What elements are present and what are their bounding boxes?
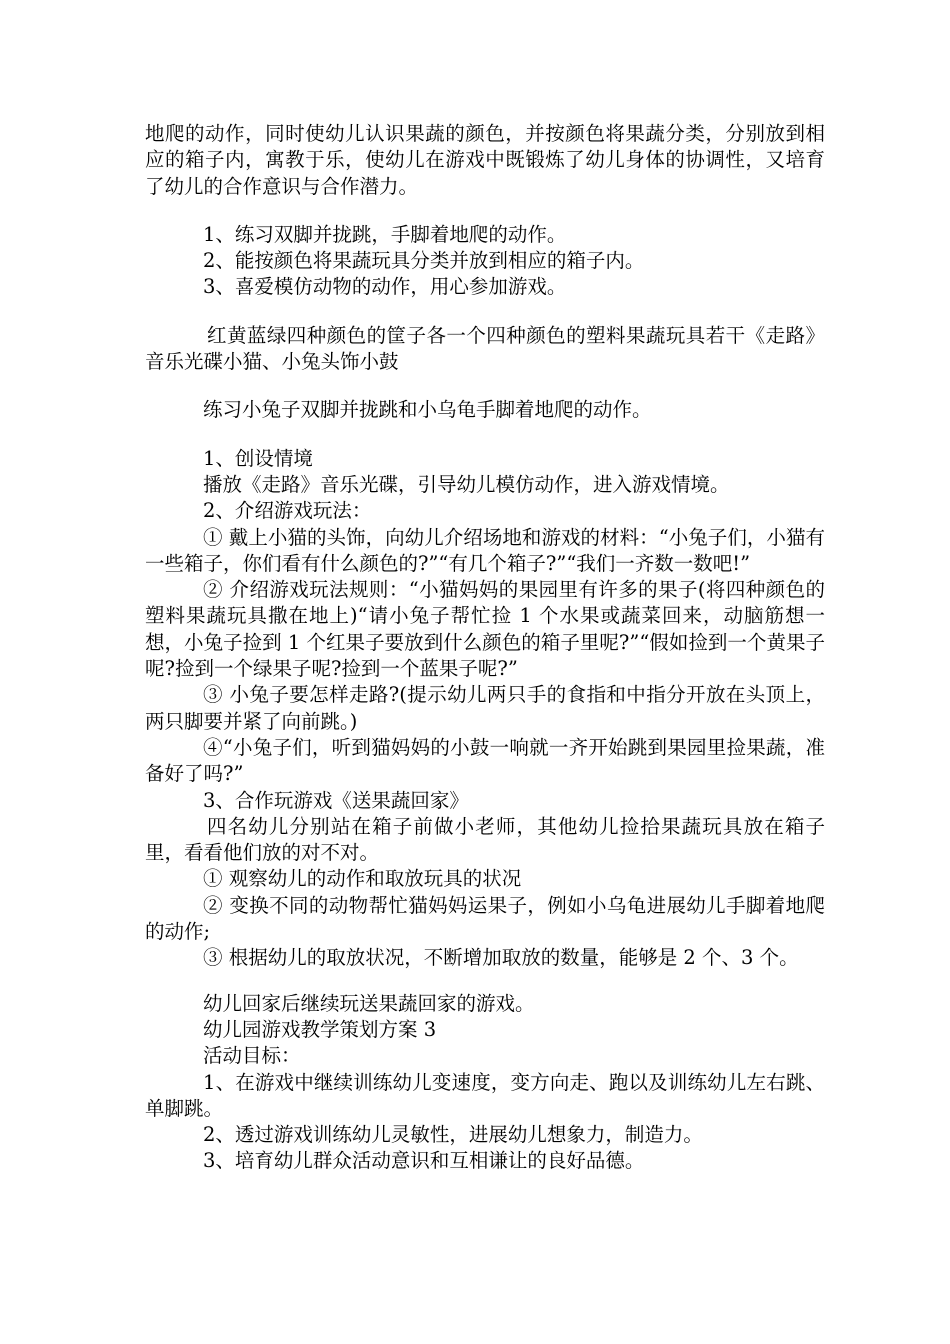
step-3-item-3: ③ 根据幼儿的取放状况，不断增加取放的数量，能够是 2 个、3 个。 (203, 946, 799, 970)
step-3-text: 四名幼儿分别站在箱子前做小老师，其他幼儿捡拾果蔬玩具放在箱子里，看看他们放的对不对。 (145, 814, 825, 865)
extension-paragraph: 幼儿回家后继续玩送果蔬回家的游戏。 (203, 991, 535, 1015)
spacer (145, 424, 825, 446)
step-3-item-2: ② 变换不同的动物帮忙猫妈妈运果子，例如小乌龟进展幼儿手脚着地爬的动作; (145, 893, 825, 944)
step-3-item-1: ① 观察幼儿的动作和取放玩具的状况 (203, 867, 522, 891)
spacer (145, 200, 825, 222)
step-2-item-1: ① 戴上小猫的头饰，向幼儿介绍场地和游戏的材料：“小兔子们，小猫有一些箱子，你们看有什么颜色的?”“有几个箱子?”“我们一齐数一数吧!” (145, 525, 825, 575)
activity-goal-2: 2、透过游戏训练幼儿灵敏性，进展幼儿想象力，制造力。 (203, 1123, 703, 1147)
step-2-item-3: ③ 小兔子要怎样走路?(提示幼儿两只手的食指和中指分开放在头顶上，两只脚要并紧了向前跳。) (145, 683, 825, 733)
step-2-item-4: ④“小兔子们，听到猫妈妈的小鼓一响就一齐开始跳到果园里捡果蔬，准备好了吗?” (145, 735, 825, 786)
spacer (145, 972, 825, 991)
step-1-text: 播放《走路》音乐光碟，引导幼儿模仿动作，进入游戏情境。 (203, 472, 730, 496)
materials-paragraph: 红黄蓝绿四种颜色的筐子各一个四种颜色的塑料果蔬玩具若干《走路》音乐光碟小猫、小兔头饰小鼓 (145, 323, 825, 374)
key-point-paragraph: 练习小兔子双脚并拢跳和小乌龟手脚着地爬的动作。 (203, 398, 652, 422)
document-body (145, 121, 825, 1175)
step-2-heading: 2、介绍游戏玩法： (203, 499, 372, 523)
activity-goals-heading: 活动目标： (203, 1044, 301, 1068)
section-title: 幼儿园游戏教学策划方案 3 (203, 1017, 437, 1041)
activity-goal-3: 3、培育幼儿群众活动意识和互相谦让的良好品德。 (203, 1149, 645, 1173)
spacer (145, 301, 825, 323)
paragraph-intro: 地爬的动作，同时使幼儿认识果蔬的颜色，并按颜色将果蔬分类，分别放到相应的箱子内，寓教于乐，使幼儿在游戏中既锻炼了幼儿身体的协调性，又培育了幼儿的合作意识与合作潜力。 (145, 122, 825, 198)
step-3-heading: 3、合作玩游戏《送果蔬回家》 (203, 788, 469, 812)
goal-item-1: 1、练习双脚并拢跳，手脚着地爬的动作。 (203, 222, 567, 246)
step-1-heading: 1、创设情境 (203, 446, 313, 470)
goal-item-3: 3、喜爱模仿动物的动作，用心参加游戏。 (203, 275, 567, 299)
step-2-item-2: ② 介绍游戏玩法规则：“小猫妈妈的果园里有许多的果子(将四种颜色的塑料果蔬玩具撒在地上)“请小兔子帮忙捡 1 个水果或蔬菜回来，动脑筋想一想，小兔子捡到 1 个红果子要放到什么颜色的箱子里呢?”“假如捡到一个黄果子呢?捡到一个绿果子呢?捡到一个蓝果子呢?” (145, 578, 825, 681)
spacer (145, 375, 825, 397)
activity-goal-1: 1、在游戏中继续训练幼儿变速度，变方向走、跑以及训练幼儿左右跳、单脚跳。 (145, 1070, 825, 1120)
goal-item-2: 2、能按颜色将果蔬玩具分类并放到相应的箱子内。 (203, 249, 645, 273)
